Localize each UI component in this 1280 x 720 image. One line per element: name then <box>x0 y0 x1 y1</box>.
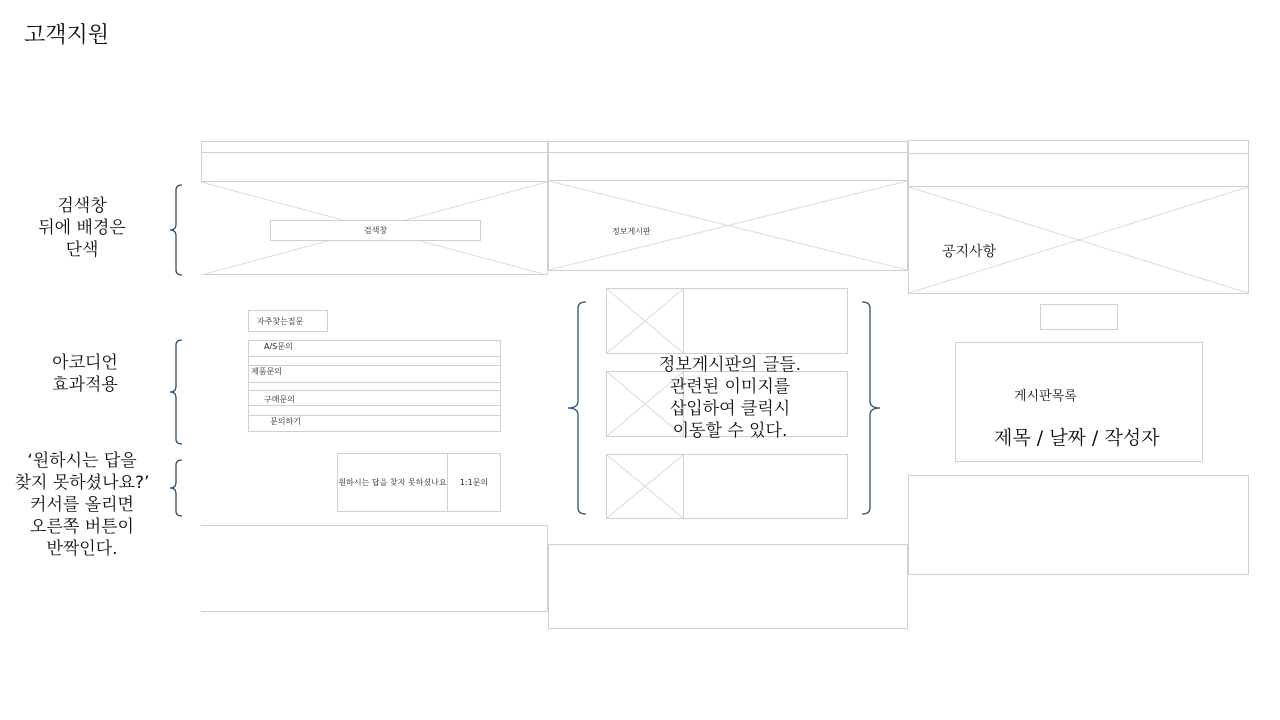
board-post-card[interactable] <box>606 454 848 519</box>
annotation-search-background: 검색창 뒤에 배경은 단색 <box>38 196 126 260</box>
annotation-hover: ‘원하시는 답을 찾지 못하셨나요?’ 커서를 올리면 오른쪽 버튼이 반짝인다. <box>14 451 150 559</box>
board-post-card[interactable] <box>606 288 848 354</box>
not-found-prompt <box>337 453 448 512</box>
image-placeholder-icon <box>909 187 1248 293</box>
col3-notice-banner <box>908 186 1249 294</box>
faq-title-label: 자주찾는질문 <box>257 316 304 326</box>
not-found-text: 원하시는 답을 찾지 못하셨나요 <box>338 478 447 487</box>
one-to-one-button[interactable] <box>447 453 501 512</box>
search-input[interactable] <box>270 220 481 241</box>
board-list-columns: 제목 / 날짜 / 작성자 <box>994 427 1160 449</box>
board-list-label: 게시판목록 <box>1014 389 1077 404</box>
post-thumbnail <box>606 288 684 354</box>
accordion-item-label: 제품문의 <box>251 367 282 376</box>
accordion-item-label: A/S문의 <box>264 342 293 351</box>
annotation-board-posts: 정보게시판의 글들. 관련된 이미지를 삽입하여 클릭시 이동할 수 있다. <box>658 355 802 441</box>
col1-nav-bar <box>201 152 548 182</box>
brace-accordion <box>168 339 188 445</box>
brace-hover <box>168 459 188 517</box>
annotation-accordion: 아코디언 효과적용 <box>52 353 118 395</box>
image-placeholder-icon <box>607 289 683 353</box>
accordion-item-label: 문의하기 <box>270 417 301 426</box>
col2-nav-bar <box>548 152 908 181</box>
accordion-item-as[interactable] <box>248 340 501 357</box>
accordion-item-purchase[interactable] <box>248 390 501 406</box>
col2-info-banner <box>548 180 908 271</box>
col3-footer <box>908 475 1249 575</box>
accordion-item-label: 구매문의 <box>264 395 295 404</box>
faq-title <box>248 310 328 332</box>
page-title: 고객지원 <box>24 23 110 48</box>
image-placeholder-icon <box>549 181 907 270</box>
accordion-item-product[interactable] <box>248 365 501 383</box>
accordion-item-inquiry[interactable] <box>248 415 501 432</box>
search-input-label: 검색창 <box>363 226 388 235</box>
col3-nav-bar <box>908 153 1249 187</box>
one-to-one-label: 1:1문의 <box>459 478 489 487</box>
image-placeholder-icon <box>607 455 683 518</box>
col1-footer <box>201 525 548 612</box>
board-list <box>955 342 1203 462</box>
col2-footer <box>548 544 908 629</box>
post-thumbnail <box>606 454 684 519</box>
col3-banner-label: 공지사항 <box>942 244 997 260</box>
brace-board-right <box>860 301 882 515</box>
col3-tab-button[interactable] <box>1040 304 1118 330</box>
col2-banner-label: 정보게시판 <box>612 227 651 236</box>
col3-header-strip <box>908 140 1249 154</box>
brace-search <box>168 184 188 276</box>
brace-board-left <box>566 301 588 515</box>
